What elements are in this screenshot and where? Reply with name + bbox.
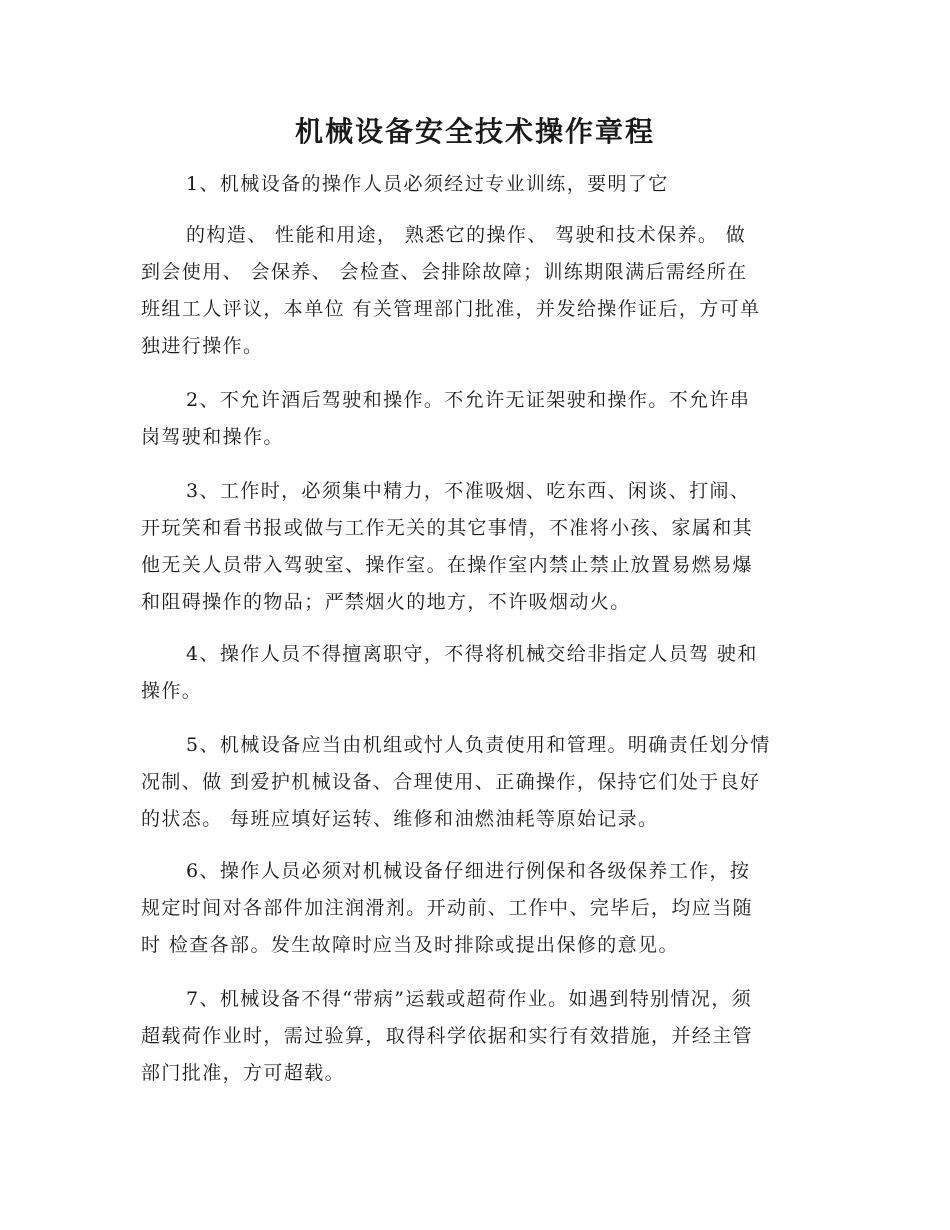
document-title: 机械设备安全技术操作章程 [294,115,655,148]
paragraph-line: 超载荷作业时，需过验算，取得科学依据和实行有效措施，并经主管 [141,1025,754,1047]
paragraph-line: 的构造、 性能和用途， 熟悉它的操作、 驾驶和技术保养。 做 [186,224,747,246]
paragraph-line: 1、机械设备的操作人员必须经过专业训练，要明了它 [186,173,669,195]
paragraph-line: 规定时间对各部件加注润滑剂。开动前、工作中、完毕后，均应当随 [141,897,754,919]
paragraph-line: 班组工人评议，本单位 有关管理部门批准，并发给操作证后，方可单 [141,298,761,320]
paragraph-line: 操作。 [141,680,203,702]
paragraph-line: 的状态。 每班应填好运转、维修和油燃油耗等原始记录。 [141,808,659,830]
paragraph-line: 他无关人员带入驾驶室、操作室。在操作室内禁止禁止放置易燃易爆 [141,554,754,576]
paragraph-line: 部门批准，方可超载。 [141,1062,346,1084]
paragraph-line: 4、操作人员不得擅离职守，不得将机械交给非指定人员驾 驶和 [186,643,758,665]
paragraph-line: 5、机械设备应当由机组或忖人负责使用和管理。明确责任划分情 [186,734,771,756]
paragraph-line: 岗驾驶和操作。 [141,426,284,448]
paragraph-line: 3、工作时，必须集中精力，不准吸烟、吃东西、闲谈、打闹、 [186,480,751,502]
paragraph-line: 况制、做 到爱护机械设备、合理使用、正确操作，保持它们处于良好 [141,771,761,793]
paragraph-line: 独进行操作。 [141,335,264,357]
paragraph-line: 2、不允许酒后驾驶和操作。不允许无证架驶和操作。不允许串 [186,389,751,411]
paragraph-line: 7、机械设备不得“带病”运载或超荷作业。如遇到特别情况，须 [186,988,753,1010]
paragraph-line: 6、操作人员必须对机械设备仔细进行例保和各级保养工作，按 [186,860,751,882]
paragraph-line: 开玩笑和看书报或做与工作无关的其它事情，不准将小孩、家属和其 [141,517,754,539]
paragraph-line: 和阻碍操作的物品；严禁烟火的地方，不许吸烟动火。 [141,591,631,613]
paragraph-line: 到会使用、 会保养、 会检查、会排除故障；训练期限满后需经所在 [141,261,748,283]
paragraph-line: 时 检查各部。发生故障时应当及时排除或提出保修的意见。 [141,934,679,956]
